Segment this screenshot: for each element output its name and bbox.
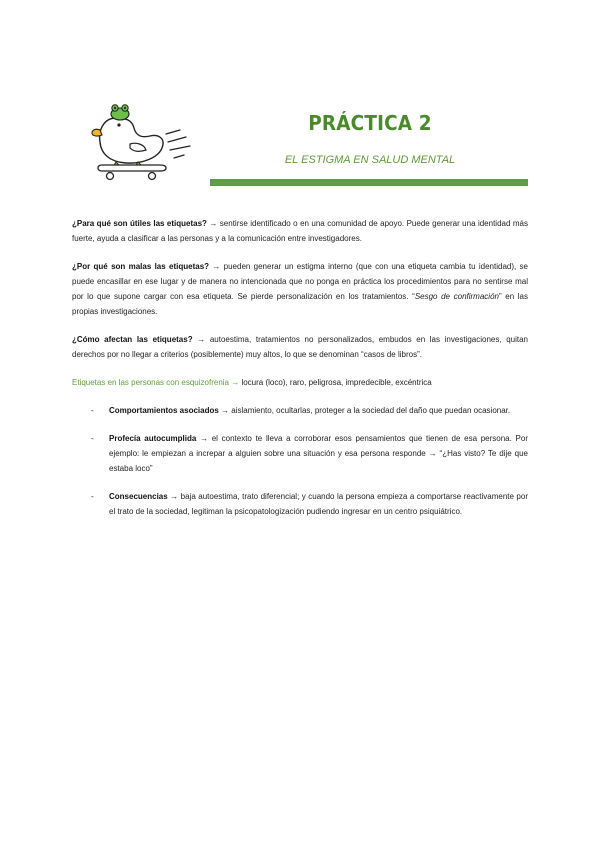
bullet-term: Comportamientos asociados <box>109 406 219 415</box>
paragraph-afectan <box>72 332 528 362</box>
title-divider <box>210 179 528 186</box>
list-item <box>72 403 528 418</box>
bullet-term: Consecuencias <box>109 492 168 501</box>
bullet-term: Profecía autocumplida <box>109 434 197 443</box>
sesgo-confirmacion: Sesgo de confirmación <box>414 292 499 301</box>
paragraph-utiles <box>72 216 528 246</box>
bullet-text: → aislamiento, ocultarlas, proteger a la sociedad del daño que puedan ocasionar. <box>218 406 511 415</box>
page-title: PRÁCTICA 2 <box>308 111 432 135</box>
paragraph-malas <box>72 259 528 319</box>
answer-malas-b: ” en las propias investigaciones. <box>72 292 529 316</box>
answer-utiles: → sentirse identificado o en una comunidad de apoyo. Puede generar una identidad más fuerte, ayuda a clasificar a las personas y a la comunicación entre investigadores. <box>72 219 528 243</box>
paragraph-esquizofrenia <box>72 375 528 390</box>
question-utiles: ¿Para qué son útiles las etiquetas? <box>72 219 207 228</box>
page-subtitle: EL ESTIGMA EN SALUD MENTAL <box>284 154 456 166</box>
duck-skateboard-illustration <box>86 92 202 184</box>
answer-afectan: → autoestima, tratamientos no personalizados, embudos en las investigaciones, quitan derechos por no llegar a criterios (posiblemente) muy altos, lo que se denominan “casos de libros”. <box>72 335 528 359</box>
question-malas: ¿Por qué son malas las etiquetas? <box>72 262 210 271</box>
bullet-dash: - <box>91 406 94 415</box>
list-item <box>72 431 528 476</box>
bullet-text: → el contexto te lleva a corroborar esos pensamientos que tienen de esa persona. Por ejemplo: le empiezan a increpar a alguien sobre una situación y esa persona responde → “¿Has visto? Te dije que estaba loco” <box>109 434 529 473</box>
bullet-text: → baja autoestima, trato diferencial; y cuando la persona empieza a comportarse reactivamente por el trato de la sociedad, legitiman la psicopatologización pudiendo ingresar en un centro psiquiátrico. <box>109 492 528 516</box>
bullet-list <box>72 403 528 519</box>
bullet-dash: - <box>91 434 94 443</box>
document-body <box>72 216 528 532</box>
esquizofrenia-heading: Etiquetas en las personas con esquizofrenia → <box>72 378 240 387</box>
list-item <box>72 489 528 519</box>
esquizofrenia-labels: locura (loco), raro, peligrosa, impredecible, excéntrica <box>239 378 432 387</box>
bullet-dash: - <box>91 492 94 501</box>
question-afectan: ¿Cómo afectan las etiquetas? <box>72 335 193 344</box>
answer-malas-a: → pueden generar un estigma interno (que con una etiqueta cambia tu identidad), se puede encasillar en ese lugar y de manera no intencionada que no ponga en práctica los procedimientos para no sentirse mal por lo que supone cargar con esa etiqueta. Se pierde personalización en los tratamientos. “ <box>72 262 528 301</box>
